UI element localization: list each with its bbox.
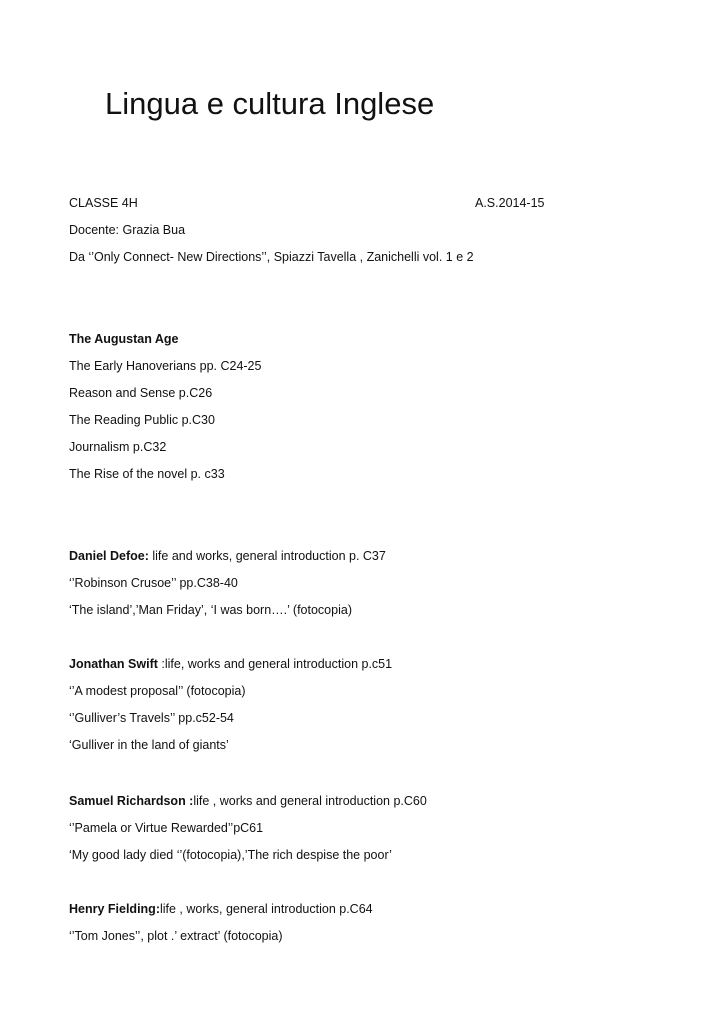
augustan-topic: Reason and Sense p.C26 <box>69 386 213 400</box>
document-title: Lingua e cultura Inglese <box>105 86 435 121</box>
class-label: CLASSE 4H <box>69 196 138 210</box>
textbook-line: Da ‘’Only Connect- New Directions’’, Spiazzi Tavella , Zanichelli vol. 1 e 2 <box>69 250 474 264</box>
school-year: A.S.2014-15 <box>475 196 545 210</box>
author-intro: life , works, general introduction p.C64 <box>159 902 373 916</box>
swift-topic: ‘’Gulliver’s Travels’’ pp.c52-54 <box>69 711 234 725</box>
richardson-topic: ‘’Pamela or Virtue Rewarded’’pC61 <box>69 821 264 835</box>
augustan-topic: The Reading Public p.C30 <box>69 413 215 427</box>
author-name: Samuel Richardson : <box>69 794 194 808</box>
author-name: Jonathan Swift <box>69 657 158 671</box>
swift-topic: ‘’A modest proposal’’ (fotocopia) <box>69 684 246 698</box>
author-heading-fielding <box>69 901 373 917</box>
defoe-topic: ‘The island’,’Man Friday’, ‘I was born….’ (fotocopia) <box>69 603 352 617</box>
section-heading-augustan: The Augustan Age <box>69 332 179 346</box>
author-heading-defoe <box>69 548 386 564</box>
author-heading-swift <box>69 656 392 672</box>
defoe-topic: ‘’Robinson Crusoe’’ pp.C38-40 <box>69 576 238 590</box>
author-name: Daniel Defoe: <box>69 549 149 563</box>
author-intro: life , works and general introduction p.C60 <box>193 794 427 808</box>
fielding-topic: ‘’Tom Jones’’, plot .’ extract’ (fotocopia) <box>69 929 283 943</box>
augustan-topic: Journalism p.C32 <box>69 440 167 454</box>
teacher-line: Docente: Grazia Bua <box>69 223 186 237</box>
author-name: Henry Fielding: <box>69 902 160 916</box>
author-intro: :life, works and general introduction p.c51 <box>157 657 393 671</box>
swift-topic: ‘Gulliver in the land of giants’ <box>69 738 229 752</box>
richardson-topic: ‘My good lady died ‘’(fotocopia),’The rich despise the poor’ <box>69 848 392 862</box>
augustan-topic: The Early Hanoverians pp. C24-25 <box>69 359 262 373</box>
augustan-topic: The Rise of the novel p. c33 <box>69 467 225 481</box>
author-heading-richardson <box>69 793 427 809</box>
author-intro: life and works, general introduction p. C37 <box>148 549 386 563</box>
